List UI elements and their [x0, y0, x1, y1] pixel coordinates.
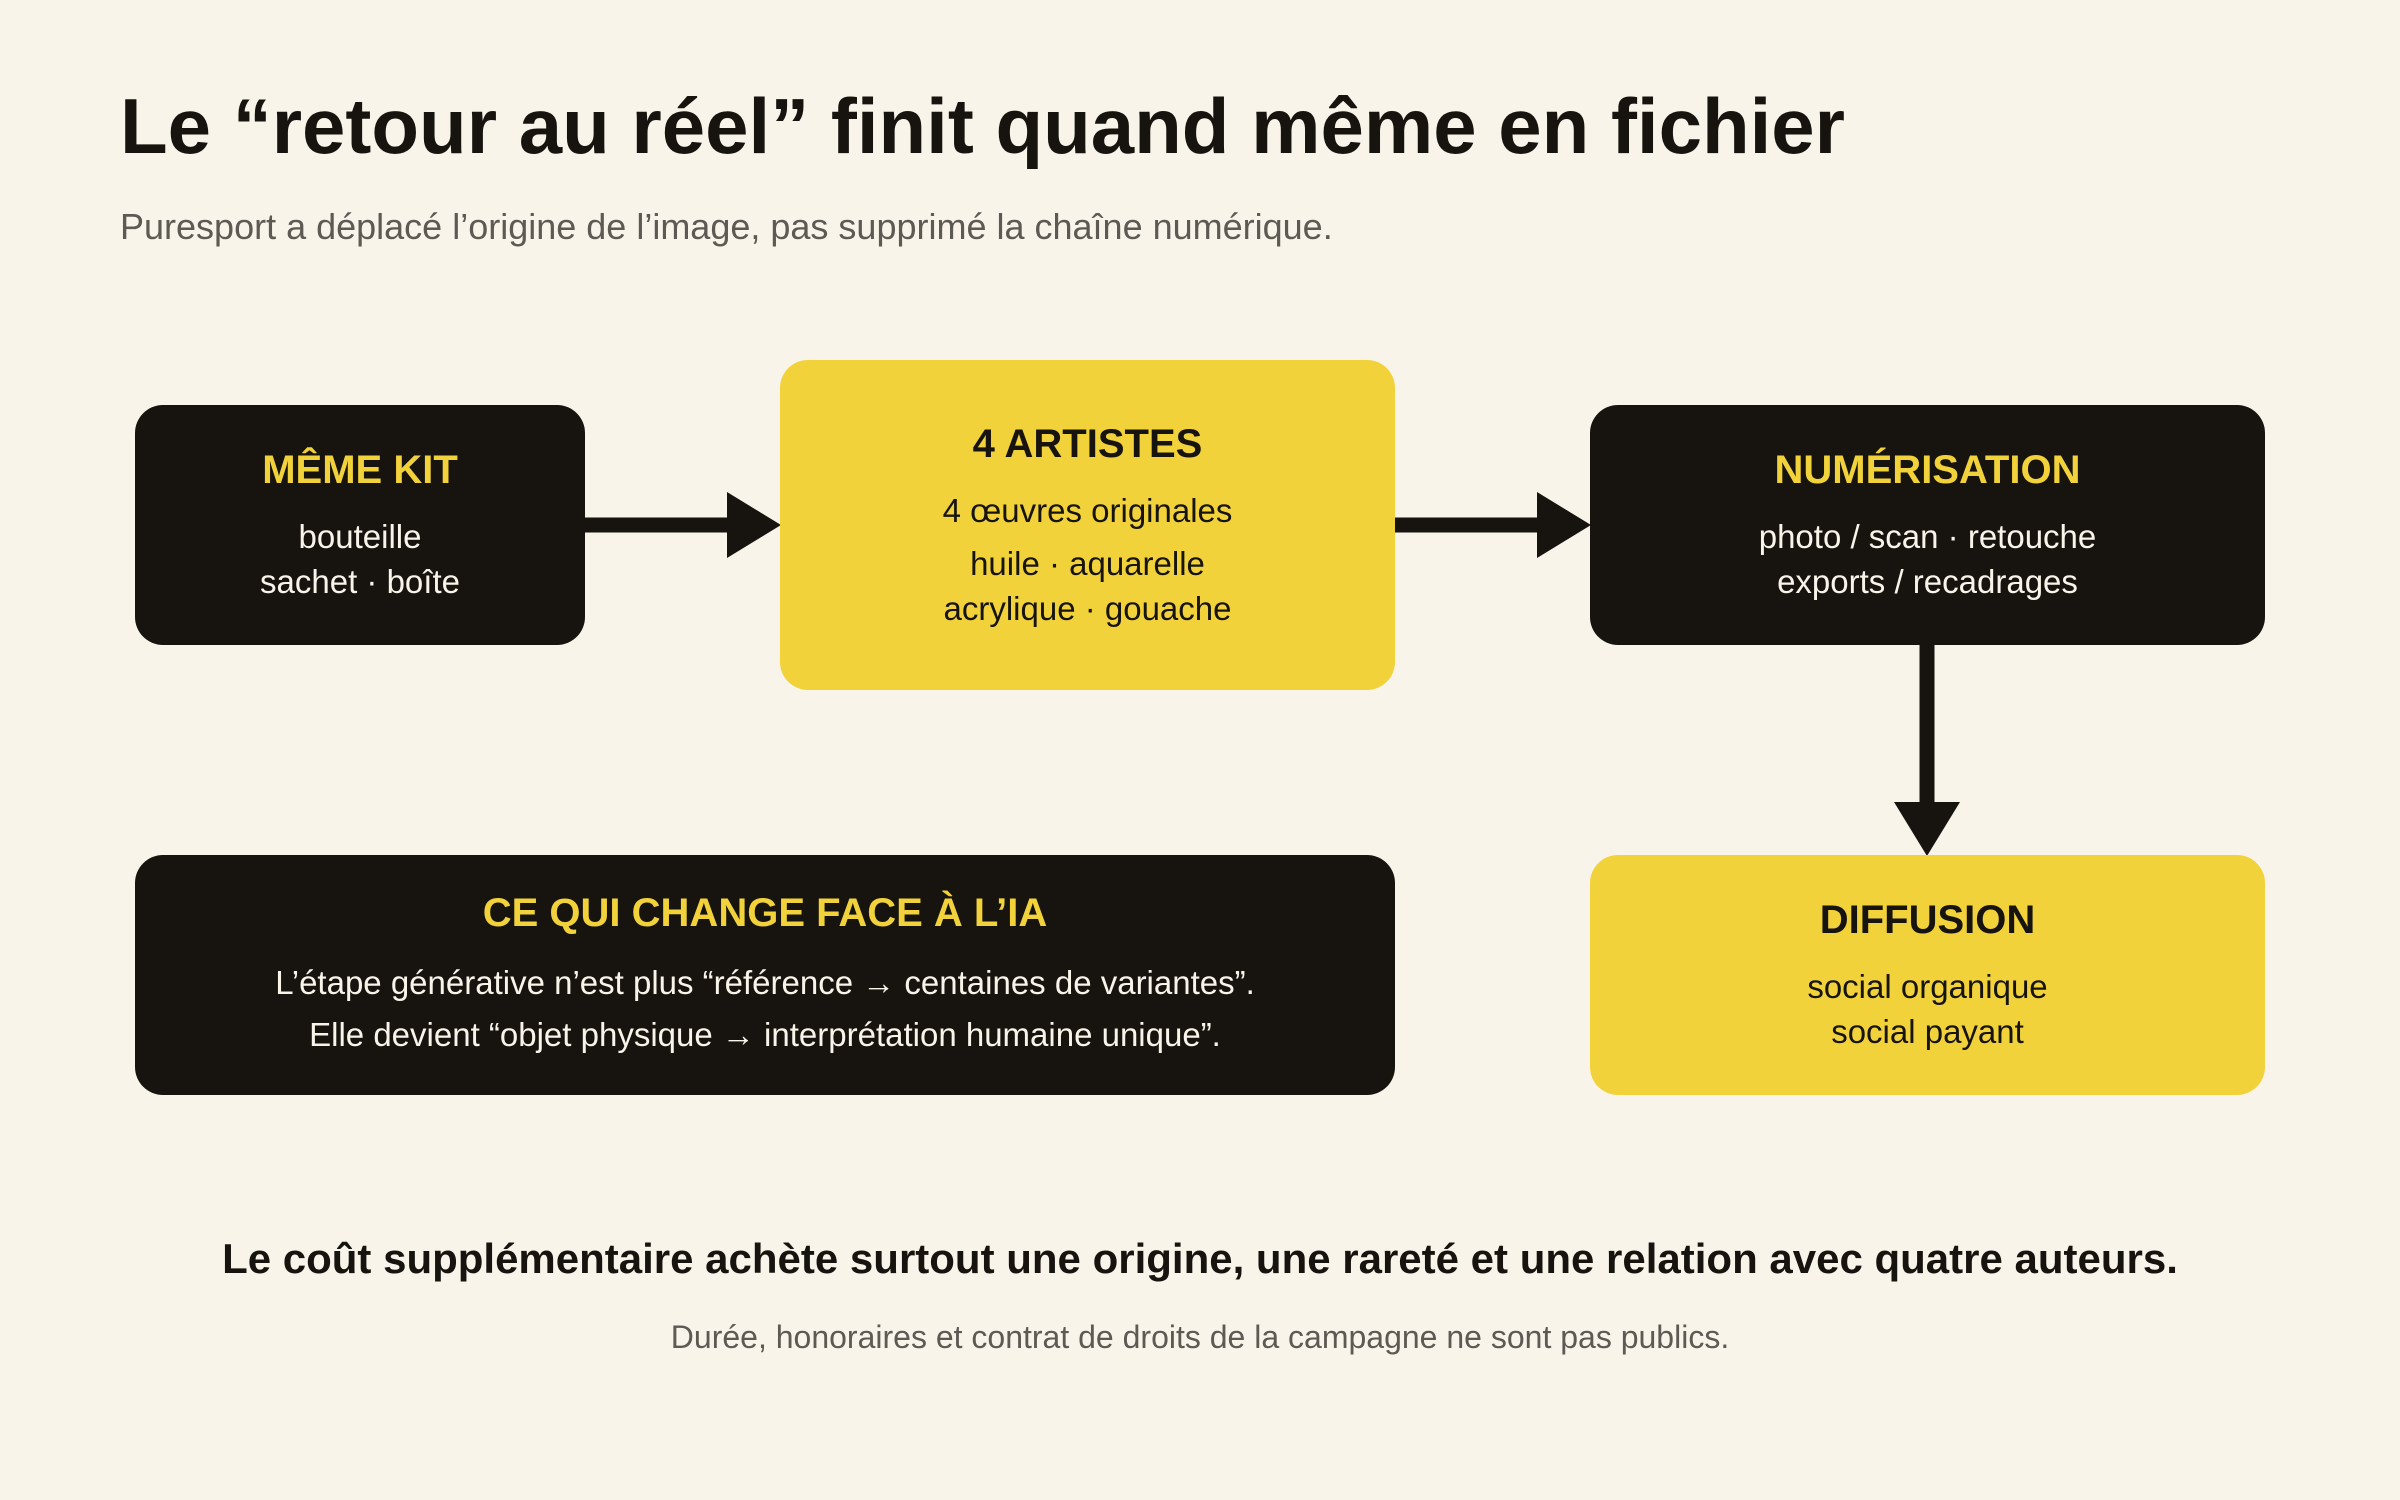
arrow-numerisation-to-diffusion: [1894, 645, 1960, 856]
node-meme-kit: [135, 405, 585, 645]
node-numerisation: [1590, 405, 2265, 645]
page-title: Le “retour au réel” finit quand même en fichier: [120, 82, 1846, 170]
node-ai-change-line: Elle devient “objet physique → interprétation humaine unique”.: [309, 1016, 1221, 1053]
footnote-text: Durée, honoraires et contrat de droits de la campagne ne sont pas publics.: [670, 1319, 1730, 1355]
conclusion-text: Le coût supplémentaire achète surtout une origine, une rareté et une relation avec quatre auteurs.: [222, 1235, 2178, 1282]
node-diffusion-line: social organique: [1807, 968, 2048, 1005]
node-meme-kit-line: sachet · boîte: [260, 563, 460, 600]
node-ai-change: [135, 855, 1395, 1095]
node-numerisation-title: NUMÉRISATION: [1774, 448, 2081, 492]
node-diffusion-title: DIFFUSION: [1819, 898, 2036, 942]
node-artistes-line: 4 œuvres originales: [942, 491, 1233, 529]
arrow-kit-to-artistes: [585, 492, 781, 558]
node-artistes: [780, 360, 1395, 690]
node-diffusion: [1590, 855, 2265, 1095]
node-artistes-line: acrylique · gouache: [943, 589, 1232, 627]
node-ai-change-line: L’étape générative n’est plus “référence → centaines de variantes”.: [275, 964, 1255, 1001]
node-artistes-title: 4 ARTISTES: [972, 421, 1203, 466]
page-subtitle: Puresport a déplacé l’origine de l’image, pas supprimé la chaîne numérique.: [120, 206, 1333, 247]
node-diffusion-line: social payant: [1831, 1013, 2024, 1050]
node-meme-kit-line: bouteille: [298, 518, 422, 555]
node-ai-change-title: CE QUI CHANGE FACE À L’IA: [482, 891, 1048, 935]
node-numerisation-line: photo / scan · retouche: [1758, 518, 2097, 555]
node-meme-kit-title: MÊME KIT: [262, 448, 458, 492]
arrow-artistes-to-numerisation: [1395, 492, 1591, 558]
node-numerisation-line: exports / recadrages: [1777, 563, 2078, 600]
node-artistes-line: huile · aquarelle: [970, 544, 1205, 582]
